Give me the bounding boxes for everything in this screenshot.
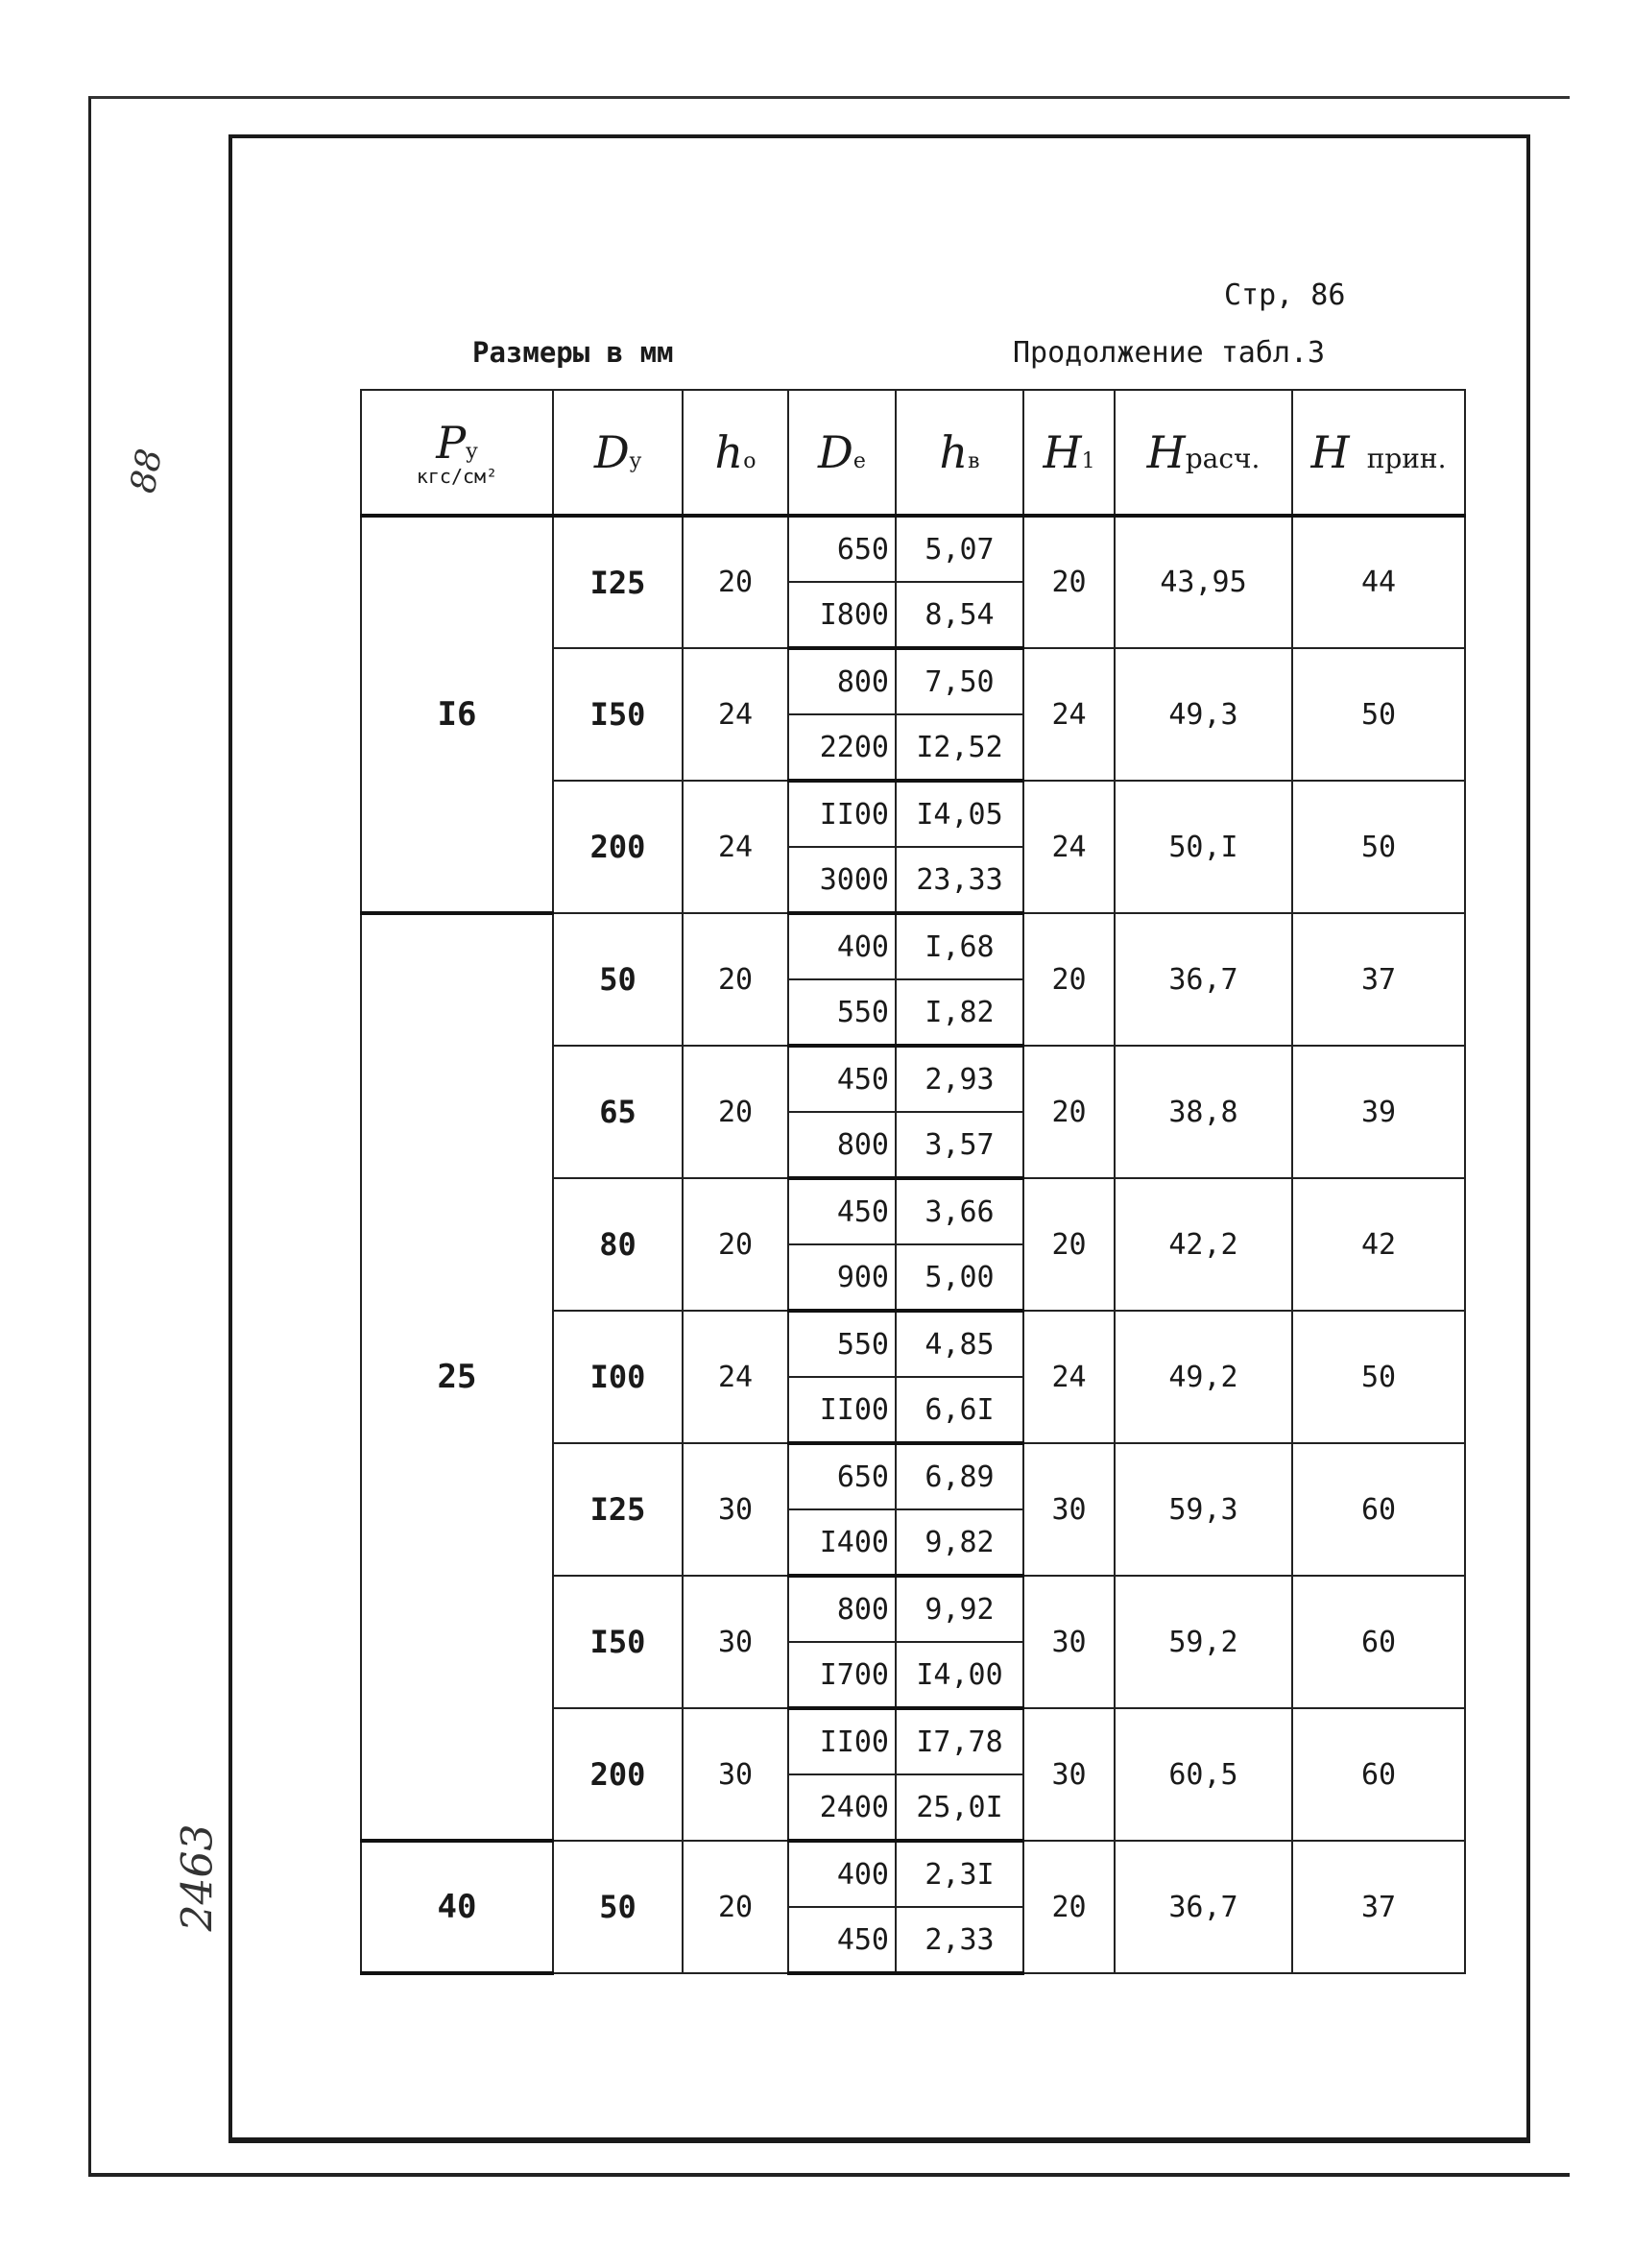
table-row (361, 913, 1465, 979)
de-cell: 650 (788, 516, 896, 582)
h-calc-cell: 36,7 (1115, 1841, 1292, 1973)
h1-cell: 20 (1023, 516, 1115, 648)
de-cell: 400 (788, 1841, 896, 1907)
table-row (361, 1841, 1465, 1907)
hb-cell: 9,82 (896, 1509, 1023, 1576)
table-header-row (361, 390, 1465, 516)
de-cell: 450 (788, 1178, 896, 1244)
h0-cell: 30 (683, 1443, 788, 1576)
dy-cell: I25 (553, 1443, 683, 1576)
de-cell: II00 (788, 1708, 896, 1774)
h-accepted-cell: 37 (1292, 1841, 1465, 1973)
h0-cell: 30 (683, 1576, 788, 1708)
de-cell: 800 (788, 1576, 896, 1642)
table-body (361, 516, 1465, 1973)
h1-cell: 30 (1023, 1576, 1115, 1708)
hb-cell: I2,52 (896, 714, 1023, 781)
h0-cell: 20 (683, 1178, 788, 1311)
hb-cell: 2,3I (896, 1841, 1023, 1907)
h-accepted-cell: 50 (1292, 1311, 1465, 1443)
hb-cell: I4,00 (896, 1642, 1023, 1708)
dy-cell: 80 (553, 1178, 683, 1311)
header-py-units: кгс/см² (416, 465, 498, 488)
table-continuation-label: Продолжение табл.3 (1013, 336, 1326, 370)
de-cell: 3000 (788, 847, 896, 913)
h0-cell: 24 (683, 1311, 788, 1443)
de-cell: 800 (788, 648, 896, 714)
h-calc-cell: 49,2 (1115, 1311, 1292, 1443)
dy-cell: I50 (553, 648, 683, 781)
h1-cell: 30 (1023, 1708, 1115, 1841)
hb-cell: I7,78 (896, 1708, 1023, 1774)
de-cell: 400 (788, 913, 896, 979)
h-calc-cell: 43,95 (1115, 516, 1292, 648)
hb-cell: 3,57 (896, 1112, 1023, 1178)
h-accepted-cell: 44 (1292, 516, 1465, 648)
header-h-accepted: H прин. (1292, 390, 1465, 516)
de-cell: 650 (788, 1443, 896, 1509)
hb-cell: 9,92 (896, 1576, 1023, 1642)
h1-cell: 30 (1023, 1443, 1115, 1576)
hb-cell: 2,93 (896, 1046, 1023, 1112)
py-cell: I6 (361, 516, 553, 913)
de-cell: 450 (788, 1907, 896, 1973)
de-cell: 800 (788, 1112, 896, 1178)
de-cell: 2400 (788, 1774, 896, 1841)
h-calc-cell: 59,2 (1115, 1576, 1292, 1708)
h-accepted-cell: 60 (1292, 1576, 1465, 1708)
h0-cell: 24 (683, 648, 788, 781)
h-accepted-cell: 42 (1292, 1178, 1465, 1311)
dy-cell: 200 (553, 1708, 683, 1841)
header-py: Py кгс/см² (361, 390, 553, 516)
hb-cell: 7,50 (896, 648, 1023, 714)
hb-cell: I,82 (896, 979, 1023, 1046)
header-h0: ho (683, 390, 788, 516)
de-cell: 2200 (788, 714, 896, 781)
header-dy: Dy (553, 390, 683, 516)
dy-cell: 200 (553, 781, 683, 913)
page-number: Стр, 86 (1224, 278, 1346, 312)
h0-cell: 20 (683, 1841, 788, 1973)
header-h1: H1 (1023, 390, 1115, 516)
dy-cell: I00 (553, 1311, 683, 1443)
h1-cell: 24 (1023, 648, 1115, 781)
dy-cell: 50 (553, 1841, 683, 1973)
hb-cell: 3,66 (896, 1178, 1023, 1244)
table-row (361, 516, 1465, 582)
de-cell: I400 (788, 1509, 896, 1576)
units-label: Размеры в мм (472, 336, 674, 369)
h-calc-cell: 60,5 (1115, 1708, 1292, 1841)
hb-cell: 23,33 (896, 847, 1023, 913)
de-cell: 450 (788, 1046, 896, 1112)
hb-cell: 6,89 (896, 1443, 1023, 1509)
h0-cell: 30 (683, 1708, 788, 1841)
header-de: De (788, 390, 896, 516)
dy-cell: 50 (553, 913, 683, 1046)
de-cell: II00 (788, 1377, 896, 1443)
h1-cell: 20 (1023, 1178, 1115, 1311)
h-accepted-cell: 50 (1292, 781, 1465, 913)
hb-cell: 5,07 (896, 516, 1023, 582)
margin-note-bottom: 2463 (173, 1823, 223, 1932)
hb-cell: I,68 (896, 913, 1023, 979)
h0-cell: 20 (683, 1046, 788, 1178)
dy-cell: I25 (553, 516, 683, 648)
h-calc-cell: 36,7 (1115, 913, 1292, 1046)
h-accepted-cell: 60 (1292, 1443, 1465, 1576)
h0-cell: 20 (683, 913, 788, 1046)
dy-cell: 65 (553, 1046, 683, 1178)
h0-cell: 24 (683, 781, 788, 913)
h0-cell: 20 (683, 516, 788, 648)
dy-cell: I50 (553, 1576, 683, 1708)
de-cell: 550 (788, 979, 896, 1046)
h-accepted-cell: 37 (1292, 913, 1465, 1046)
hb-cell: 5,00 (896, 1244, 1023, 1311)
py-cell: 40 (361, 1841, 553, 1973)
h-calc-cell: 38,8 (1115, 1046, 1292, 1178)
h-calc-cell: 42,2 (1115, 1178, 1292, 1311)
h-accepted-cell: 60 (1292, 1708, 1465, 1841)
hb-cell: 8,54 (896, 582, 1023, 648)
h-calc-cell: 50,I (1115, 781, 1292, 913)
h-accepted-cell: 39 (1292, 1046, 1465, 1178)
h-accepted-cell: 50 (1292, 648, 1465, 781)
de-cell: 550 (788, 1311, 896, 1377)
h1-cell: 24 (1023, 1311, 1115, 1443)
hb-cell: 25,0I (896, 1774, 1023, 1841)
py-cell: 25 (361, 913, 553, 1841)
h1-cell: 24 (1023, 781, 1115, 913)
header-h-calc: Hрасч. (1115, 390, 1292, 516)
hb-cell: 2,33 (896, 1907, 1023, 1973)
hb-cell: 6,6I (896, 1377, 1023, 1443)
header-hb: hв (896, 390, 1023, 516)
h1-cell: 20 (1023, 1046, 1115, 1178)
h-calc-cell: 59,3 (1115, 1443, 1292, 1576)
de-cell: I800 (788, 582, 896, 648)
h1-cell: 20 (1023, 1841, 1115, 1973)
dimensions-table (360, 389, 1466, 1975)
hb-cell: 4,85 (896, 1311, 1023, 1377)
de-cell: 900 (788, 1244, 896, 1311)
de-cell: II00 (788, 781, 896, 847)
de-cell: I700 (788, 1642, 896, 1708)
margin-note-top: 88 (123, 446, 171, 496)
hb-cell: I4,05 (896, 781, 1023, 847)
h1-cell: 20 (1023, 913, 1115, 1046)
h-calc-cell: 49,3 (1115, 648, 1292, 781)
